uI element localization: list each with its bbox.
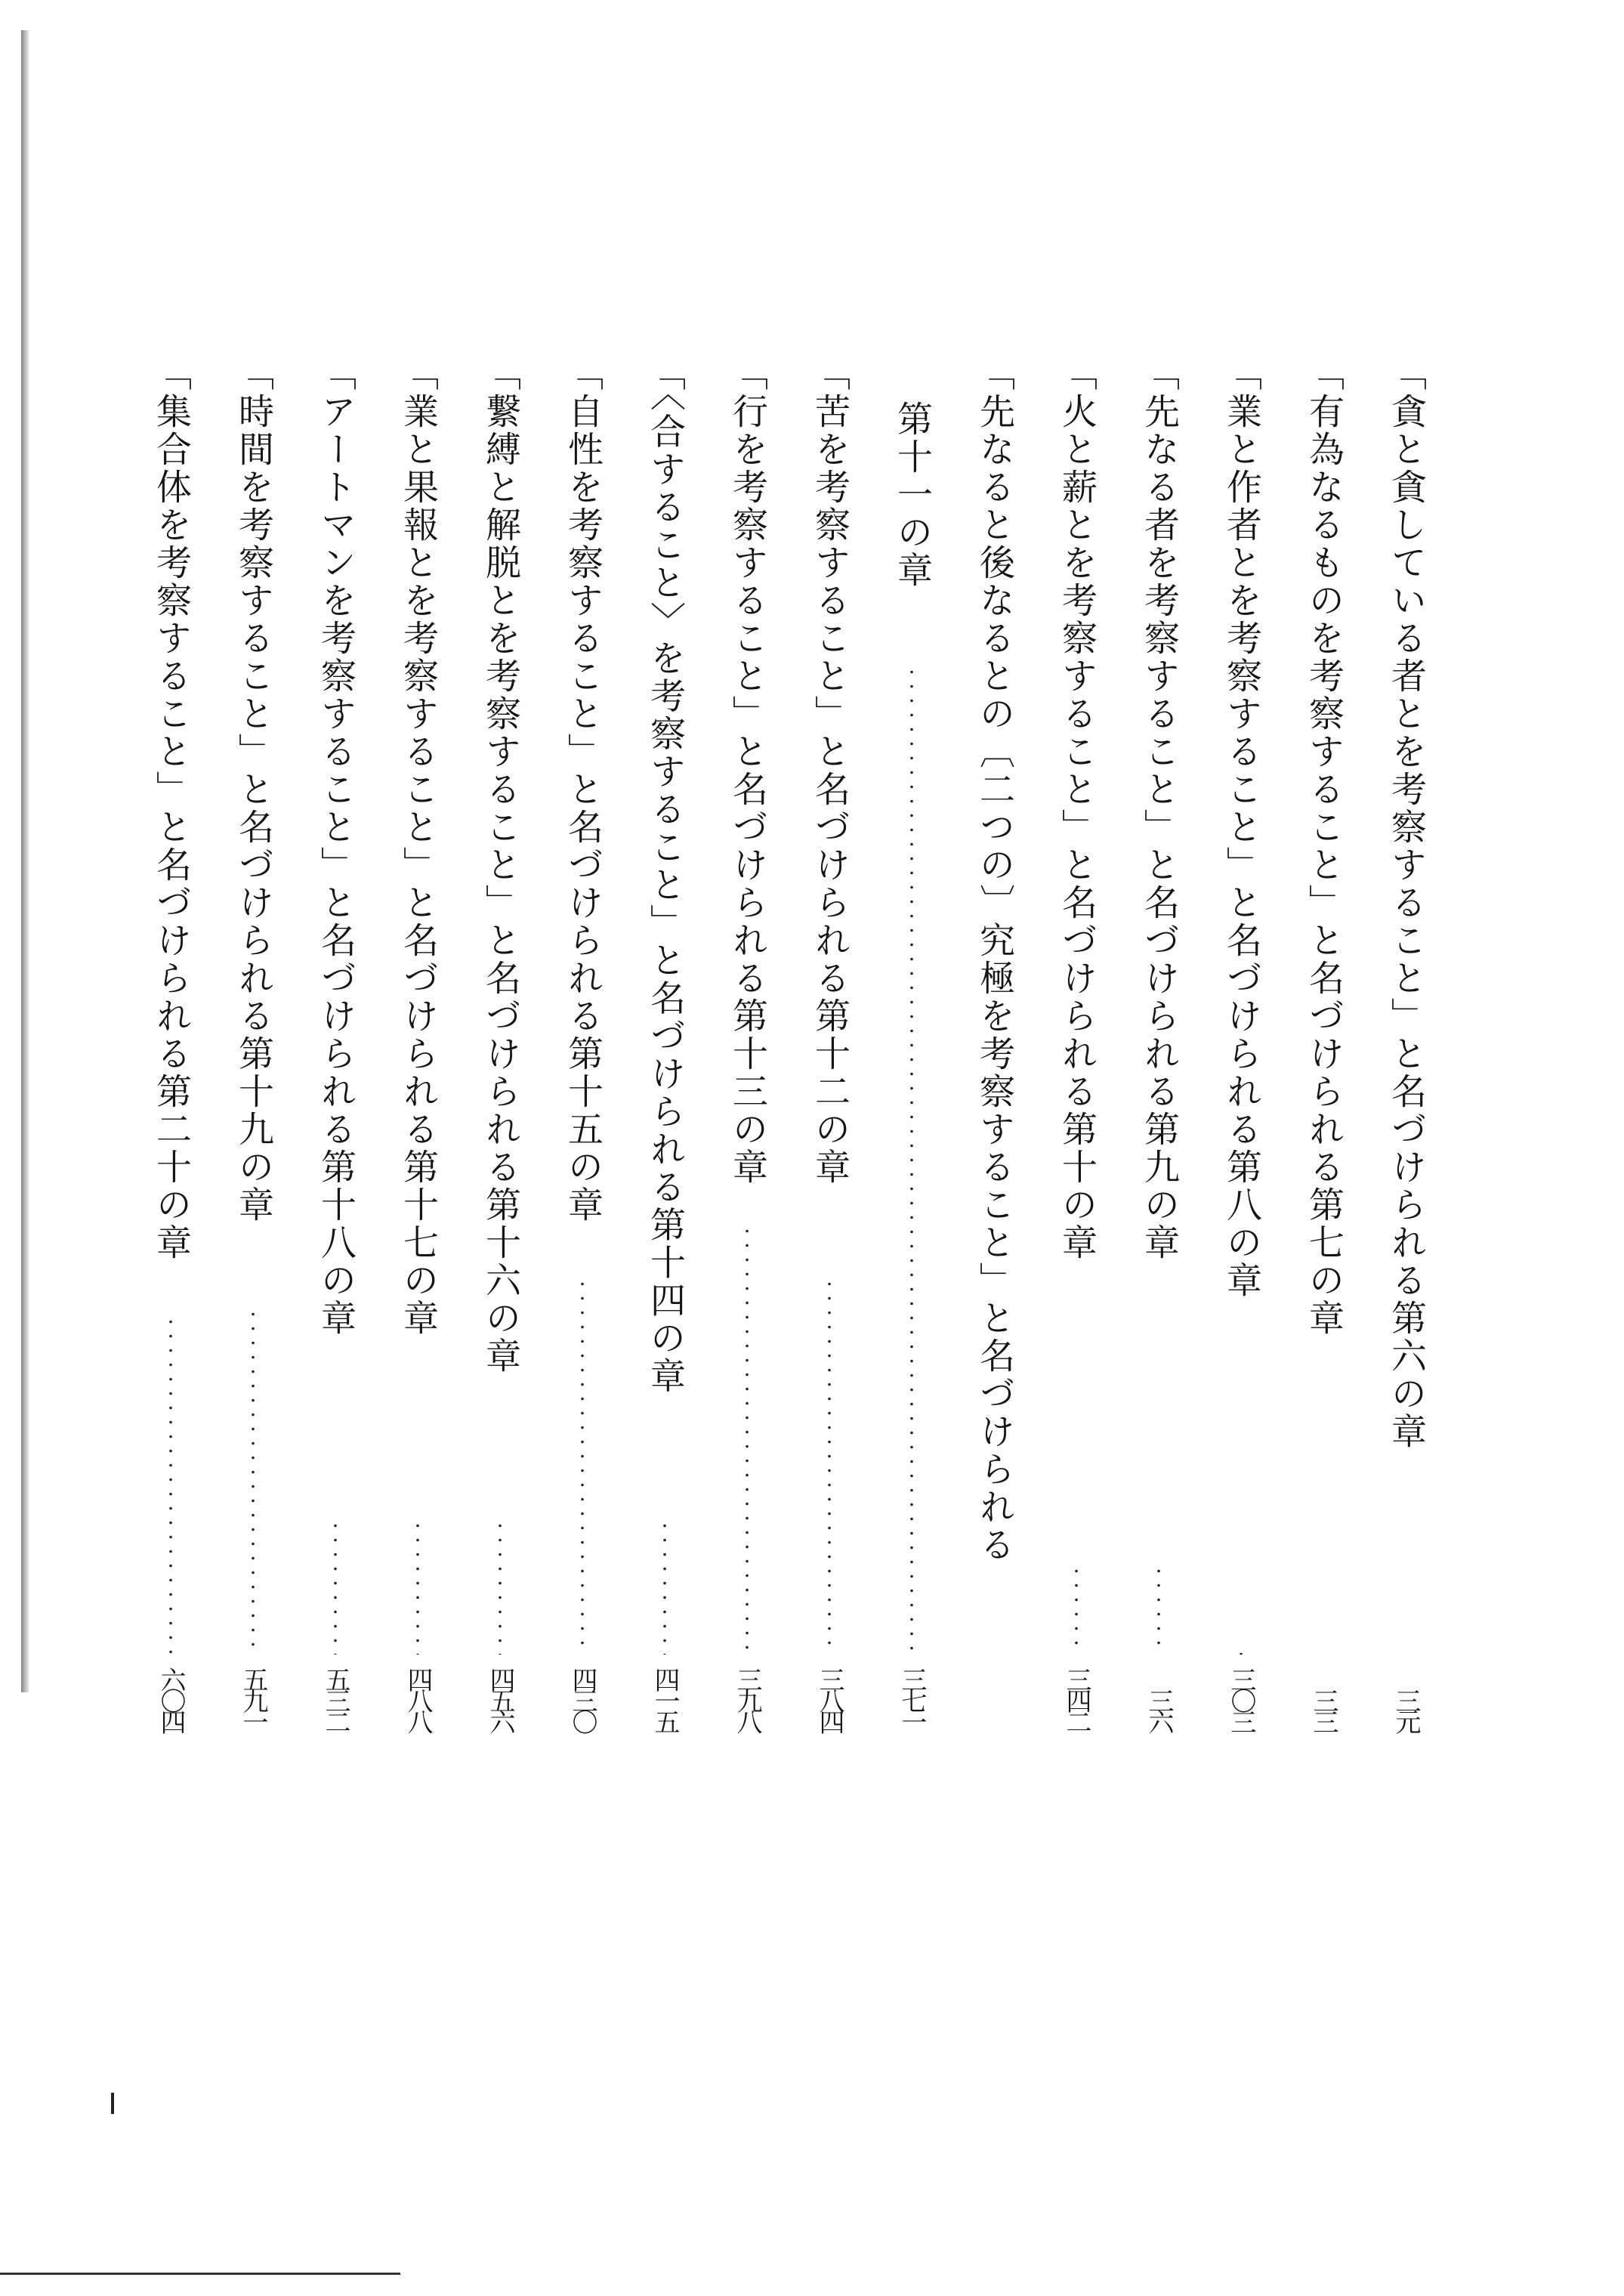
toc-entry-chapter-8 [1219,355,1263,2153]
dot-leader [827,1277,832,1655]
chapter-title: 「繋縛と解脱とを考察すること」と名づけられる第十六の章 [480,355,521,1375]
page-number: 三元 [1391,1688,1421,1730]
chapter-title: 「〈合すること〉を考察すること」と名づけられる第十四の章 [644,355,686,1395]
toc-entry-chapter-11-line1 [972,355,1016,2153]
margin-mark [111,2093,114,2114]
page-number: 三六 [1144,1688,1174,1730]
toc-entry-chapter-16 [478,355,522,2153]
toc-entry-chapter-13 [725,355,769,2153]
chapter-title: 「集合体を考察すること」と名づけられる第二十の章 [150,355,192,1262]
toc-entry-chapter-6 [1384,355,1428,2153]
dot-leader [168,1315,173,1655]
page-number: 四五六 [485,1667,515,1730]
chapter-title: 「アートマンを考察すること」と名づけられる第十八の章 [315,355,357,1337]
toc-entry-chapter-14 [643,355,687,2153]
table-of-contents [149,355,1428,2153]
page-number: 四八八 [403,1667,433,1730]
page-number: 三四二 [1061,1667,1091,1730]
toc-entry-chapter-10 [1054,355,1098,2153]
chapter-title: 「自性を考察すること」と名づけられる第十五の章 [562,355,604,1224]
dot-leader [580,1277,585,1655]
dot-leader [1074,1564,1079,1655]
page-number: 四一五 [650,1667,680,1730]
chapter-title: 「貪と貪している者とを考察すること」と名づけられる第六の章 [1385,355,1427,1451]
chapter-title: 「業と作者とを考察すること」と名づけられる第八の章 [1221,355,1262,1299]
dot-leader [909,665,914,1655]
toc-entry-chapter-19 [231,355,275,2153]
page-number: 三〇三 [1226,1667,1256,1730]
chapter-title: 「火と薪とを考察すること」と名づけられる第十の章 [1056,355,1098,1262]
toc-entry-chapter-15 [560,355,604,2153]
chapter-title: 「苦を考察すること」と名づけられる第十二の章 [809,355,851,1186]
toc-entry-chapter-12 [807,355,851,2153]
toc-entry-chapter-7 [1301,355,1345,2153]
chapter-title: 「先なる者を考察すること」と名づけられる第九の章 [1138,355,1180,1262]
page-number: 三七一 [897,1667,927,1730]
dot-leader [1239,1647,1243,1655]
page-number: 三三 [1308,1688,1338,1730]
chapter-title: 「行を考察すること」と名づけられる第十三の章 [727,355,768,1186]
page-number: 五九一 [238,1667,268,1730]
toc-entry-chapter-11-line2 [890,355,934,2153]
bottom-rule [0,2273,400,2275]
page-number: 六〇四 [156,1667,186,1730]
dot-leader [333,1519,338,1655]
page-number: 三八四 [814,1667,844,1730]
page-number: 三九八 [732,1667,762,1730]
toc-entry-chapter-18 [313,355,357,2153]
toc-entry-chapter-17 [396,355,440,2153]
dot-leader [251,1307,255,1655]
chapter-title: 「先なると後なるとの〔二つの〕究極を考察すること」と名づけられる [974,355,1015,1564]
dot-leader [415,1519,420,1655]
page-number: 五三二 [320,1667,350,1730]
toc-entry-chapter-20 [149,355,193,2153]
page-number: 四三〇 [567,1667,597,1730]
chapter-title: 「業と果報とを考察すること」と名づけられる第十七の章 [397,355,439,1337]
chapter-title: 「有為なるものを考察すること」と名づけられる第七の章 [1303,355,1345,1337]
dot-leader [1156,1564,1161,1655]
chapter-title: 第十一の章 [891,400,933,589]
dot-leader [498,1519,502,1655]
chapter-title: 「時間を考察すること」と名づけられる第十九の章 [233,355,274,1224]
toc-entry-chapter-9 [1137,355,1181,2153]
dot-leader [662,1519,667,1655]
dot-leader [745,1224,749,1655]
binding-shadow [21,30,29,1692]
